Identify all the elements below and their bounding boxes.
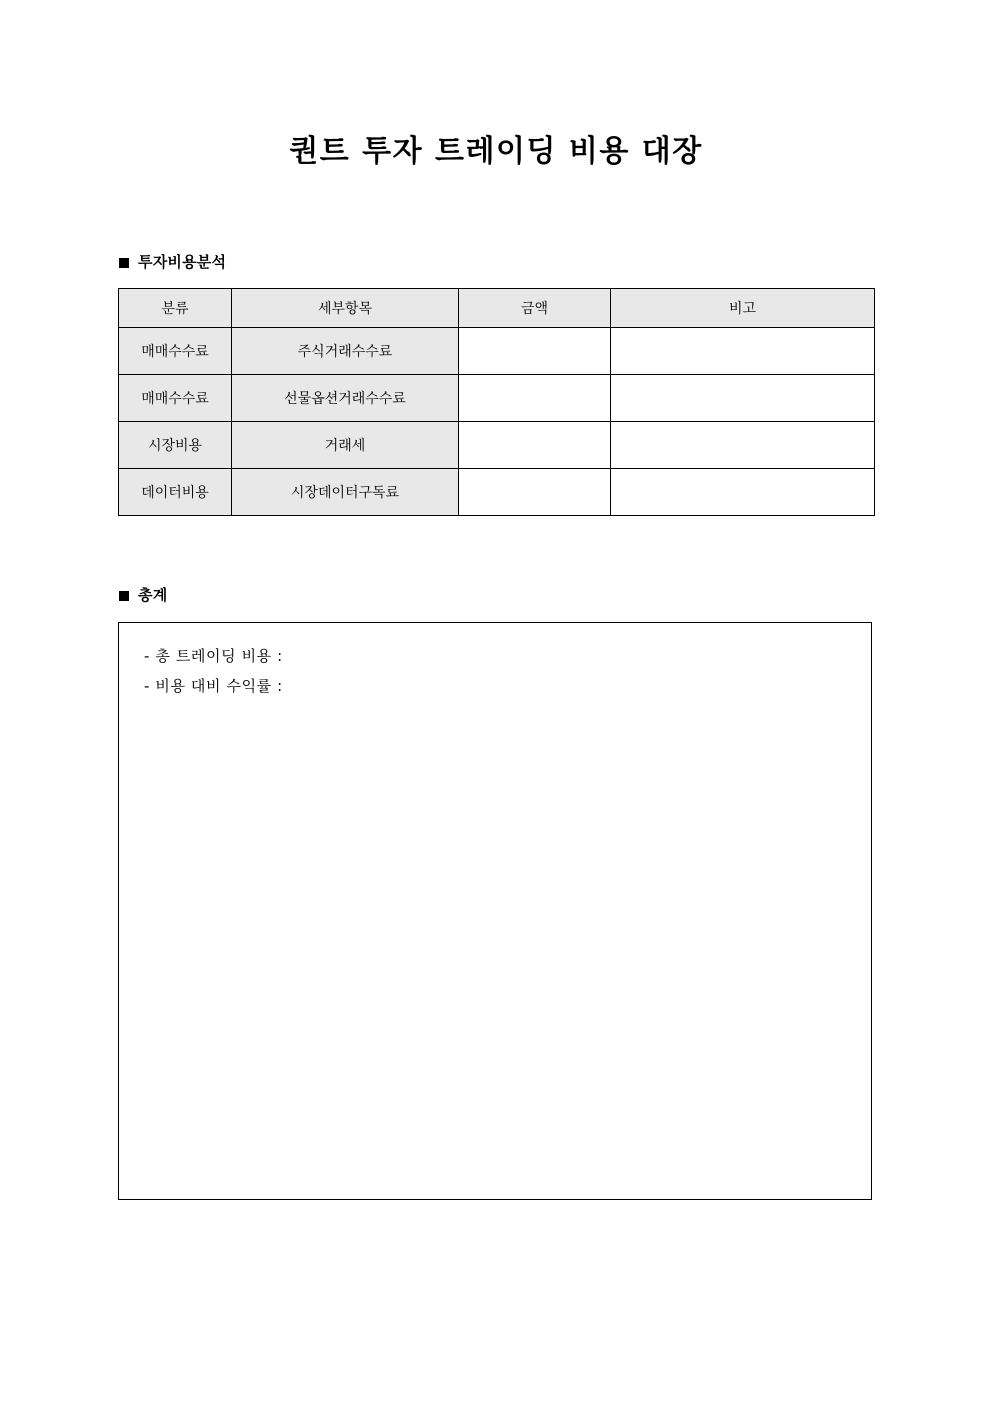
table-row [119, 422, 875, 469]
cell-amount[interactable] [459, 328, 611, 375]
table-body [119, 328, 875, 516]
cell-category: 시장비용 [119, 422, 232, 469]
section-heading-total [119, 588, 167, 603]
cell-note[interactable] [611, 328, 875, 375]
square-bullet-icon [119, 591, 129, 601]
cell-detail: 주식거래수수료 [232, 328, 459, 375]
investment-cost-table [118, 288, 875, 516]
table-header-row [119, 289, 875, 328]
cell-note[interactable] [611, 375, 875, 422]
square-bullet-icon [119, 258, 129, 268]
table-row [119, 375, 875, 422]
column-header-detail: 세부항목 [232, 289, 459, 328]
column-header-amount: 금액 [459, 289, 611, 328]
section-heading-analysis [119, 255, 226, 270]
table-row [119, 328, 875, 375]
column-header-category: 분류 [119, 289, 232, 328]
cell-note[interactable] [611, 422, 875, 469]
section-heading-analysis-label: 투자비용분석 [138, 253, 227, 271]
column-header-note: 비고 [611, 289, 875, 328]
cell-detail: 거래세 [232, 422, 459, 469]
cell-detail: 시장데이터구독료 [232, 469, 459, 516]
table-header [119, 289, 875, 328]
cell-detail: 선물옵션거래수수료 [232, 375, 459, 422]
page-title: 퀀트 투자 트레이딩 비용 대장 [289, 134, 703, 169]
cell-amount[interactable] [459, 422, 611, 469]
cell-category: 매매수수료 [119, 328, 232, 375]
cell-category: 데이터비용 [119, 469, 232, 516]
cell-category: 매매수수료 [119, 375, 232, 422]
cell-amount[interactable] [459, 469, 611, 516]
cell-note[interactable] [611, 469, 875, 516]
section-heading-total-label: 총계 [138, 586, 168, 604]
total-summary-box[interactable] [118, 622, 872, 1200]
total-line-return-on-cost: - 비용 대비 수익률 : [144, 677, 283, 695]
cell-amount[interactable] [459, 375, 611, 422]
table-row [119, 469, 875, 516]
total-line-trading-cost: - 총 트레이딩 비용 : [144, 647, 283, 665]
